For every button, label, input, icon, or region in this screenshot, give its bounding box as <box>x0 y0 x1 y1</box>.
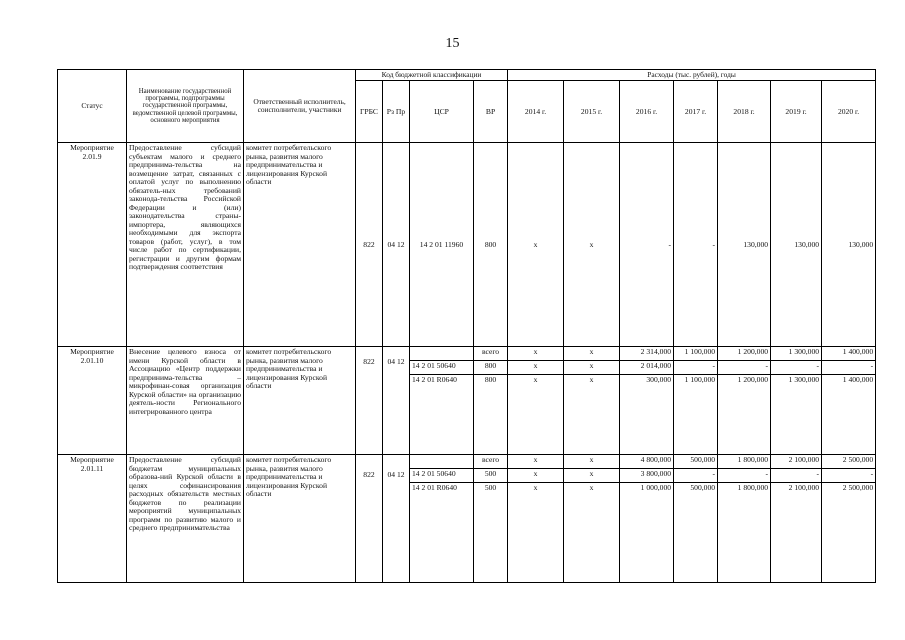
line-value: - <box>674 469 717 483</box>
header-kbk-group: Код бюджетной классификации <box>356 70 508 81</box>
row-value-2019-cell <box>771 347 822 455</box>
header-expenses-group: Расходы (тыс. рублей), годы <box>508 70 876 81</box>
row-value-2018: 130,000 <box>718 143 771 347</box>
row-rzpr: 04 12 <box>387 470 405 480</box>
row-value-2020-cell <box>822 347 876 455</box>
line-value: 1 300,000 <box>788 375 820 385</box>
line-value: х <box>508 361 563 375</box>
line-value: 2 100,000 <box>771 455 821 469</box>
line-vr: 500 <box>474 469 507 483</box>
line-value: 1 200,000 <box>737 375 769 385</box>
row-name: Предоставление субсидий бюджетам муниципальных образова-ний Курской области в целях софинансирования расходных обязательств местных бюджетов по реализации мероприятий муниципальных программ по развитию малого и среднего предпринимательства <box>127 455 244 583</box>
row-grbs-cell <box>356 347 383 455</box>
row-rzpr-cell <box>383 455 410 583</box>
line-value: 3 800,000 <box>620 469 673 483</box>
line-value: х <box>533 375 538 385</box>
line-vr: всего <box>474 347 507 361</box>
row-value-2020: 130,000 <box>822 143 876 347</box>
row-value-2018-cell <box>718 347 771 455</box>
line-value: 4 800,000 <box>620 455 673 469</box>
row-value-2016-cell <box>620 347 674 455</box>
row-grbs-cell <box>356 455 383 583</box>
line-value: 1 400,000 <box>842 375 874 385</box>
line-value: - <box>718 469 770 483</box>
line-value: 500,000 <box>690 483 716 493</box>
line-value: 1 800,000 <box>737 483 769 493</box>
row-csr-cell <box>410 455 474 583</box>
row-rzpr: 04 12 <box>383 143 410 347</box>
row-grbs: 822 <box>363 357 375 367</box>
line-value: 1 000,000 <box>640 483 672 493</box>
row-value-2017-cell <box>674 455 718 583</box>
row-value-2018-cell <box>718 455 771 583</box>
page-number: 15 <box>445 36 460 51</box>
row-value-2016-cell <box>620 455 674 583</box>
header-vr: ВР <box>474 81 508 143</box>
line-csr: 14 2 01 50640 <box>410 361 473 375</box>
line-value: х <box>508 455 563 469</box>
line-value: 500,000 <box>674 455 717 469</box>
row-vr-cell <box>474 455 508 583</box>
line-value: х <box>564 347 619 361</box>
table-row <box>58 347 876 455</box>
row-value-2017-cell <box>674 347 718 455</box>
line-vr: 800 <box>474 361 507 375</box>
row-rzpr: 04 12 <box>387 357 405 367</box>
line-vr: 500 <box>484 483 497 493</box>
row-value-2015-cell <box>564 347 620 455</box>
line-csr: 14 2 01 R0640 <box>412 375 457 385</box>
line-value: х <box>508 469 563 483</box>
row-value-2019-cell <box>771 455 822 583</box>
line-value: - <box>771 469 821 483</box>
line-vr: всего <box>474 455 507 469</box>
row-grbs: 822 <box>356 143 383 347</box>
line-value: 300,000 <box>646 375 672 385</box>
row-vr: 800 <box>474 143 508 347</box>
line-value: х <box>508 347 563 361</box>
line-value: х <box>589 375 594 385</box>
budget-table <box>57 69 876 583</box>
row-rzpr-cell <box>383 347 410 455</box>
header-year-2018: 2018 г. <box>718 81 771 143</box>
line-value: 1 200,000 <box>718 347 770 361</box>
header-rzpr: Рз Пр <box>383 81 410 143</box>
row-responsible: комитет потребительского рынка, развития малого предпринимательства и лицензирования Курской области <box>244 455 356 583</box>
header-name: Наименование государственной программы, подпрограммы государственной программы, ведомственной целевой программы, основного мероприятия <box>127 70 244 143</box>
line-value: х <box>564 361 619 375</box>
header-year-2017: 2017 г. <box>674 81 718 143</box>
line-value: 2 100,000 <box>788 483 820 493</box>
line-csr <box>410 455 473 469</box>
line-csr <box>410 347 473 361</box>
row-value-2014-cell <box>508 347 564 455</box>
line-vr: 800 <box>484 375 497 385</box>
header-year-2014: 2014 г. <box>508 81 564 143</box>
row-value-2015: х <box>564 143 620 347</box>
line-value: 2 014,000 <box>620 361 673 375</box>
header-year-2016: 2016 г. <box>620 81 674 143</box>
line-value: 1 100,000 <box>684 375 716 385</box>
line-csr: 14 2 01 R0640 <box>412 483 457 493</box>
table-row <box>58 455 876 583</box>
line-value: 2 314,000 <box>620 347 673 361</box>
row-value-2015-cell <box>564 455 620 583</box>
header-year-2015: 2015 г. <box>564 81 620 143</box>
row-responsible: комитет потребительского рынка, развития малого предпринимательства и лицензирования Курской области <box>244 347 356 455</box>
line-value: х <box>564 469 619 483</box>
line-csr: 14 2 01 50640 <box>410 469 473 483</box>
line-value: 2 500,000 <box>842 483 874 493</box>
line-value: - <box>771 361 821 375</box>
row-value-2017: - <box>674 143 718 347</box>
header-year-2020: 2020 г. <box>822 81 876 143</box>
row-value-2014: х <box>508 143 564 347</box>
line-value: 1 400,000 <box>822 347 875 361</box>
header-responsible: Ответственный исполнитель, соисполнители, участники <box>244 70 356 143</box>
row-responsible: комитет потребительского рынка, развития малого предпринимательства и лицензирования Курской области <box>244 143 356 347</box>
row-value-2014-cell <box>508 455 564 583</box>
line-value: 1 300,000 <box>771 347 821 361</box>
header-year-2019: 2019 г. <box>771 81 822 143</box>
row-vr-cell <box>474 347 508 455</box>
row-value-2020-cell <box>822 455 876 583</box>
line-value: - <box>674 361 717 375</box>
line-value: 1 100,000 <box>674 347 717 361</box>
line-value: х <box>564 455 619 469</box>
table-row <box>58 143 876 347</box>
line-value: х <box>533 483 538 493</box>
line-value: - <box>822 469 875 483</box>
header-grbs: ГРБС <box>356 81 383 143</box>
line-value: 2 500,000 <box>822 455 875 469</box>
row-status: Мероприятие 2.01.9 <box>58 143 127 347</box>
line-value: - <box>718 361 770 375</box>
header-row-group <box>58 70 876 81</box>
row-status: Мероприятие 2.01.11 <box>58 455 127 583</box>
row-name: Предоставление субсидий субъектам малого и среднего предпринима-тельства на возмещение затрат, связанных с оплатой услуг по выполнению обязатель-ных требований законода-тельства Российской Федерации и (или) законодательства страны-импортера, являющихся необходимыми для экспорта товаров (работ, услуг), в том числе работ по сертификации, регистрации и другим формам подтверждения соответствия <box>127 143 244 347</box>
row-name: Внесение целевого взноса от имени Курской области в Ассоциацию «Центр поддержки предпринима-тельства – микрофинан-совая организация Курской области» на организацию деятель-ности Регионального интегрированного центра <box>127 347 244 455</box>
row-csr-cell <box>410 347 474 455</box>
row-status: Мероприятие 2.01.10 <box>58 347 127 455</box>
row-csr: 14 2 01 11960 <box>410 143 474 347</box>
row-grbs: 822 <box>363 470 375 480</box>
row-value-2019: 130,000 <box>771 143 822 347</box>
row-value-2016: - <box>620 143 674 347</box>
header-status: Статус <box>58 70 127 143</box>
line-value: - <box>822 361 875 375</box>
header-csr: ЦСР <box>410 81 474 143</box>
line-value: 1 800,000 <box>718 455 770 469</box>
line-value: х <box>589 483 594 493</box>
